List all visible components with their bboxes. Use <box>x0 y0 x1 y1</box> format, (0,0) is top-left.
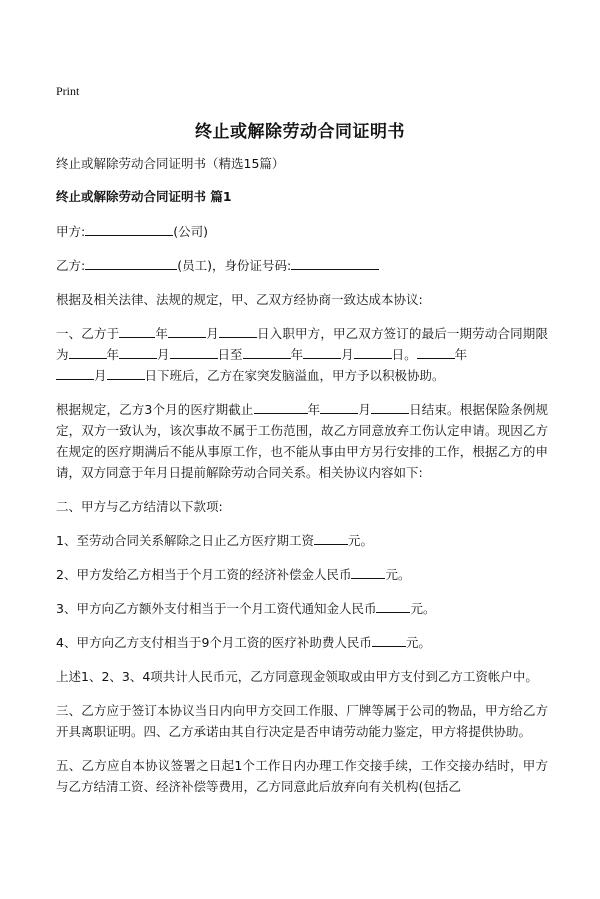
blank <box>417 344 455 359</box>
p2-text: 根据规定，乙方3个月的医疗期截止 <box>56 402 254 417</box>
paragraph-1 <box>56 323 548 386</box>
blank <box>371 399 409 414</box>
party-a-line <box>56 221 548 242</box>
paragraph-2 <box>56 399 548 483</box>
section-heading: 终止或解除劳动合同证明书 篇1 <box>56 189 232 204</box>
party-a-suffix: (公司) <box>173 224 208 239</box>
item-1 <box>56 530 548 551</box>
blank <box>314 530 348 545</box>
p1-text: 日入职甲方，甲乙双方签订的最后一期劳动合同期限为 <box>56 326 548 362</box>
p1-text: 年 <box>290 347 304 362</box>
item-unit: 元。 <box>410 601 436 616</box>
blank <box>168 323 206 338</box>
p2-text: 日结束。根据保险条例规定，双方一致认为，该次事故不属于工伤范围，故乙方同意放弃工伤认定申请。现因乙方在规定的医疗期满后不能从事原工作，也不能从事由甲方另行安排的工作，根据乙方的申请，双方同意于年月日提前解除劳动合同关系。相关协议内容如下: <box>56 402 548 480</box>
blank <box>56 365 94 380</box>
party-b-blank <box>85 255 177 270</box>
item-unit: 元。 <box>385 567 411 582</box>
paragraph-5: 五、乙方应自本协议签署之日起1个工作日内办理工作交接手续，工作交接办结时，甲方与乙方结清工资、经济补偿等费用，乙方同意此后放弃向有关机构(包括乙 <box>56 758 548 794</box>
blank <box>243 344 291 359</box>
blank <box>107 365 145 380</box>
intro-paragraph: 根据及相关法律、法规的规定，甲、乙双方经协商一致达成本协议: <box>56 292 423 307</box>
total-paragraph: 上述1、2、3、4项共计人民币元，乙方同意现金领取或由甲方支付到乙方工资帐户中。 <box>56 669 538 684</box>
p2-text: 月 <box>358 402 372 417</box>
document-title: 终止或解除劳动合同证明书 <box>195 122 405 142</box>
blank <box>320 399 358 414</box>
item-2 <box>56 564 548 585</box>
blank <box>170 344 218 359</box>
party-a-blank <box>85 221 173 236</box>
p2-text: 年 <box>307 402 321 417</box>
subtitle: 终止或解除劳动合同证明书（精选15篇） <box>56 156 285 171</box>
item-text: 4、甲方向乙方支付相当于9个月工资的医疗补助费人民币 <box>56 635 372 650</box>
p1-text: 日至 <box>217 347 243 362</box>
blank <box>254 399 308 414</box>
party-b-line <box>56 255 548 276</box>
p1-text: 年 <box>155 326 169 341</box>
item-text: 1、至劳动合同关系解除之日止乙方医疗期工资 <box>56 533 314 548</box>
document-body <box>56 153 548 797</box>
p1-text: 年 <box>454 347 468 362</box>
party-a-label: 甲方: <box>56 224 86 239</box>
item-text: 2、甲方发给乙方相当于个月工资的经济补偿金人民币 <box>56 567 352 582</box>
p1-text: 年 <box>106 347 120 362</box>
item-text: 3、甲方向乙方额外支付相当于一个月工资代通知金人民币 <box>56 601 377 616</box>
p1-text: 日下班后，乙方在家突发脑溢血，甲方予以积极协助。 <box>144 368 445 383</box>
item-unit: 元。 <box>405 635 431 650</box>
paragraph-3: 三、乙方应于签订本协议当日内向甲方交回工作服、厂牌等属于公司的物品，甲方给乙方开具离职证明。四、乙方承诺由其自行决定是否申请劳动能力鉴定，甲方将提供协助。 <box>56 703 548 739</box>
blank <box>354 344 392 359</box>
p1-text: 日。 <box>391 347 417 362</box>
blank <box>351 564 385 579</box>
settlement-heading: 二、甲方与乙方结清以下款项: <box>56 499 223 514</box>
item-3 <box>56 598 548 619</box>
blank <box>119 344 157 359</box>
p1-text: 月 <box>94 368 107 383</box>
blank <box>376 598 410 613</box>
blank <box>219 323 257 338</box>
p1-text: 月 <box>206 326 219 341</box>
print-link[interactable]: Print <box>56 84 80 98</box>
blank <box>69 344 107 359</box>
item-4 <box>56 632 548 653</box>
blank <box>119 323 155 338</box>
p1-text: 一、乙方于 <box>56 326 120 341</box>
party-b-label: 乙方: <box>56 258 86 273</box>
blank <box>303 344 341 359</box>
blank <box>372 632 406 647</box>
p1-text: 月 <box>341 347 354 362</box>
item-unit: 元。 <box>347 533 373 548</box>
id-number-blank <box>291 255 379 270</box>
party-b-middle: (员工)，身份证号码: <box>177 258 292 273</box>
p1-text: 月 <box>157 347 170 362</box>
